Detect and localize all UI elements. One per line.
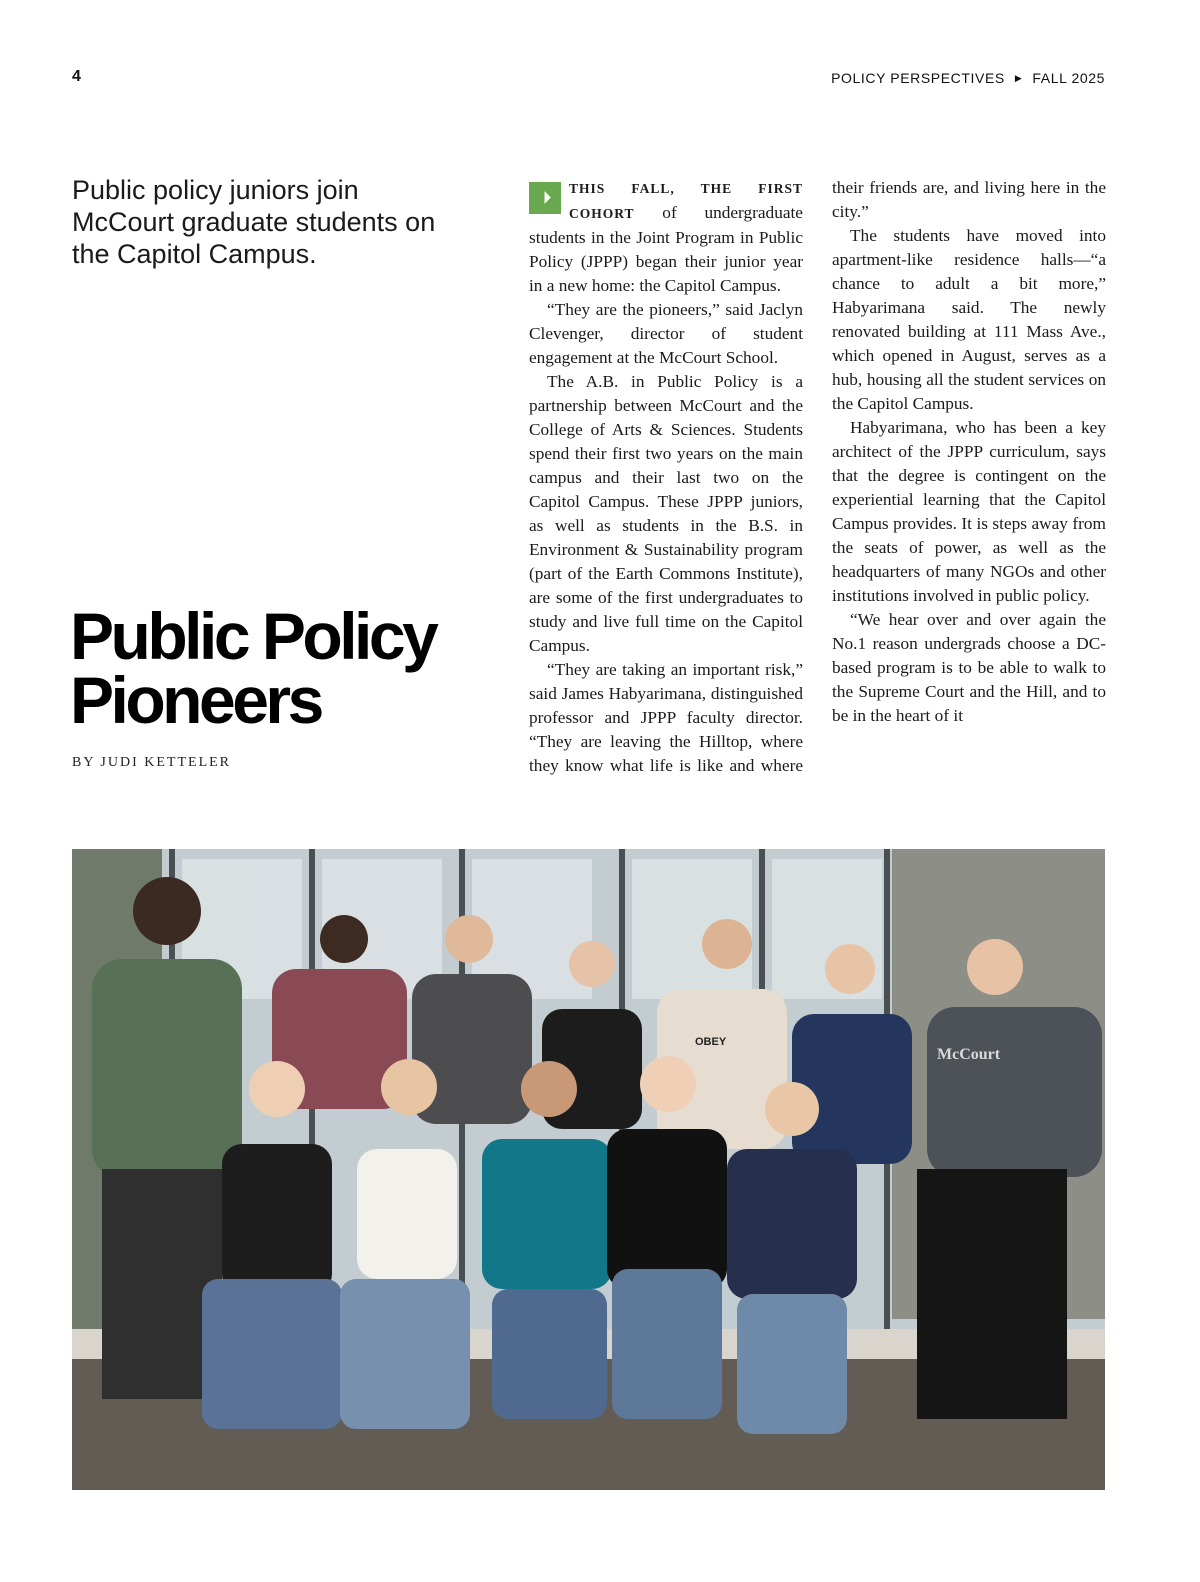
body-paragraph: “We hear over and over again the No.1 reason undergrads choose a DC-based program is to be able to walk to the Supreme Court and the Hill, and to be in the heart of it (832, 610, 1106, 725)
article-deck: Public policy juniors join McCourt graduate students on the Capitol Campus. (72, 175, 436, 269)
arrow-icon (529, 182, 561, 214)
body-paragraph: “They are taking an important risk,” said James Habyarimana, distinguished professor and JPPP faculty director. “They are leaving the Hilltop, where they know what life is like and where their friends are, and living here in the city.” (529, 178, 1106, 775)
paragraph-text: of undergraduate students in the Joint Program in Public Policy (JPPP) began their junior year in a new home: the Capitol Campus. (529, 203, 803, 295)
body-paragraph: The A.B. in Public Policy is a partnership between McCourt and the College of Arts & Sciences. Students spend their first two years on the main campus and their last two on the Capitol Campus. These JPPP juniors, as well as students in the B.S. in Environment & Sustainability program (part of the Earth Commons Institute), are some of the first undergraduates to study and live full time on the Capitol Campus. (529, 372, 803, 655)
issue-date: FALL 2025 (1032, 70, 1105, 86)
article-body (529, 176, 1106, 780)
byline: BY JUDI KETTELER (72, 755, 232, 770)
body-paragraph: Habyarimana, who has been a key architect of the JPPP curriculum, says that the degree is contingent on the experiential learning that the Capitol Campus provides. It is steps away from the seats of power, as well as the headquarters of many NGOs and other institutions involved in public policy. (832, 418, 1106, 605)
publication-name: POLICY PERSPECTIVES (831, 70, 1005, 86)
body-paragraph: The students have moved into apartment-like residence halls—“a chance to adult a bit more,” Habyarimana said. The newly renovated building at 111 Mass Ave., which opened in August, serves as a hub, housing all the student services on the Capitol Campus. (832, 226, 1106, 413)
group-photo-illustration (72, 849, 1105, 1490)
article-headline (70, 599, 490, 737)
headline-line-1: Public Policy (70, 599, 436, 673)
lead-in-caps: THIS FALL, THE FIRST COHORT (569, 181, 803, 221)
triangle-separator-icon: ▶ (1014, 72, 1023, 83)
body-paragraph (529, 176, 803, 298)
page-number: 4 (72, 68, 81, 85)
shirt-text-mccourt: McCourt (937, 1046, 1001, 1063)
group-photo (72, 849, 1105, 1490)
running-header (831, 70, 1105, 86)
headline-line-2: Pioneers (70, 663, 321, 737)
shirt-text-obey: OBEY (695, 1036, 727, 1048)
body-paragraph: “They are the pioneers,” said Jaclyn Clevenger, director of student engagement at the McCourt School. (529, 300, 803, 367)
